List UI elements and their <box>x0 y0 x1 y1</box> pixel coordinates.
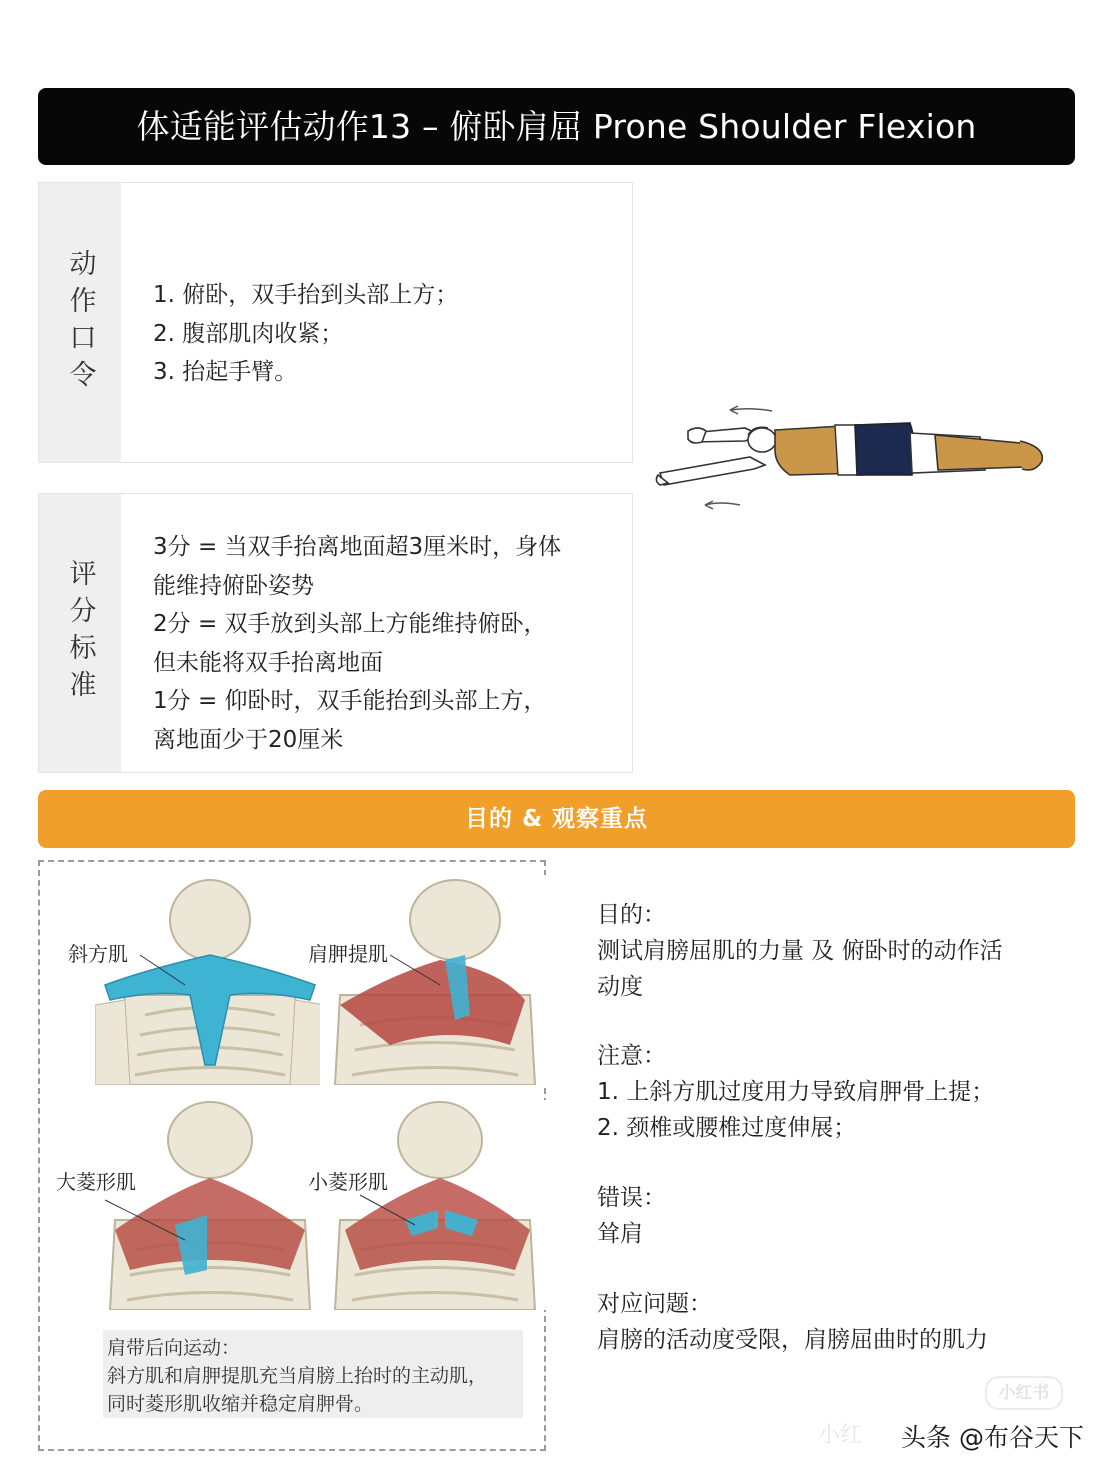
scoring-line: 能维持俯卧姿势 <box>153 572 314 599</box>
issue-text: 肩膀的活动度受限，肩膀屈曲时的肌力 <box>597 1327 988 1353</box>
instructions-label: 动作口令 <box>64 248 96 397</box>
levator-scapulae-illustration <box>320 875 550 1085</box>
caution-item: 2. 颈椎或腰椎过度伸展； <box>597 1115 857 1141</box>
prone-figure-illustration <box>650 395 1050 515</box>
anatomy-label-trapezius: 斜方肌 <box>68 942 128 966</box>
issue-heading: 对应问题： <box>597 1291 712 1317</box>
instructions-side-label <box>39 183 121 462</box>
scoring-label: 评分标准 <box>64 559 96 707</box>
rhomboid-major-illustration <box>95 1100 325 1310</box>
caution-block <box>597 1038 1077 1146</box>
scoring-line: 3分 = 当双手抬离地面超3厘米时，身体 <box>153 534 562 560</box>
watermark-text: 头条 @布谷天下 <box>901 1423 1084 1452</box>
scoring-line: 离地面少于20厘米 <box>153 726 344 753</box>
anatomy-label-rhomboid-minor: 小菱形肌 <box>308 1170 388 1194</box>
caution-heading: 注意： <box>597 1043 666 1069</box>
issue-block <box>597 1286 1077 1358</box>
rhomboid-minor-illustration <box>320 1100 550 1310</box>
watermark-faint-text: 小红 <box>818 1423 863 1448</box>
trapezius-illustration <box>95 875 325 1085</box>
purpose-line: 动度 <box>597 974 643 1000</box>
scoring-list <box>153 528 623 759</box>
anatomy-label-levator-scapulae: 肩胛提肌 <box>308 942 388 966</box>
anatomy-note <box>103 1330 523 1418</box>
error-block <box>597 1180 1077 1252</box>
anatomy-note-line: 同时菱形肌收缩并稳定肩胛骨。 <box>107 1393 374 1415</box>
scoring-line: 1分 = 仰卧时，双手能抬到头部上方， <box>153 688 547 714</box>
purpose-heading: 目的： <box>597 902 666 928</box>
scoring-line: 但未能将双手抬离地面 <box>153 649 383 676</box>
purpose-line: 测试肩膀屈肌的力量 及 俯卧时的动作活 <box>597 938 1003 964</box>
section-header: 目的 & 观察重点 <box>38 790 1075 848</box>
caution-item: 1. 上斜方肌过度用力导致肩胛骨上提； <box>597 1079 995 1105</box>
anatomy-note-line: 肩带后向运动： <box>107 1337 241 1359</box>
scoring-line: 2分 = 双手放到头部上方能维持俯卧， <box>153 611 547 637</box>
anatomy-note-line: 斜方肌和肩胛提肌充当肩膀上抬时的主动肌， <box>107 1365 488 1387</box>
watermark-logo: 小红书 <box>985 1376 1063 1410</box>
error-text: 耸肩 <box>597 1221 643 1247</box>
purpose-block <box>597 897 1077 1005</box>
instruction-item: 2. 腹部肌肉收紧； <box>153 320 344 347</box>
error-heading: 错误： <box>597 1185 666 1211</box>
instruction-item: 1. 俯卧，双手抬到头部上方； <box>153 282 459 308</box>
page-title: 体适能评估动作13 – 俯卧肩屈 Prone Shoulder Flexion <box>38 88 1075 165</box>
instruction-item: 3. 抬起手臂。 <box>153 359 298 385</box>
scoring-side-label <box>39 494 121 772</box>
instructions-list <box>153 276 458 392</box>
anatomy-label-rhomboid-major: 大菱形肌 <box>56 1170 136 1194</box>
